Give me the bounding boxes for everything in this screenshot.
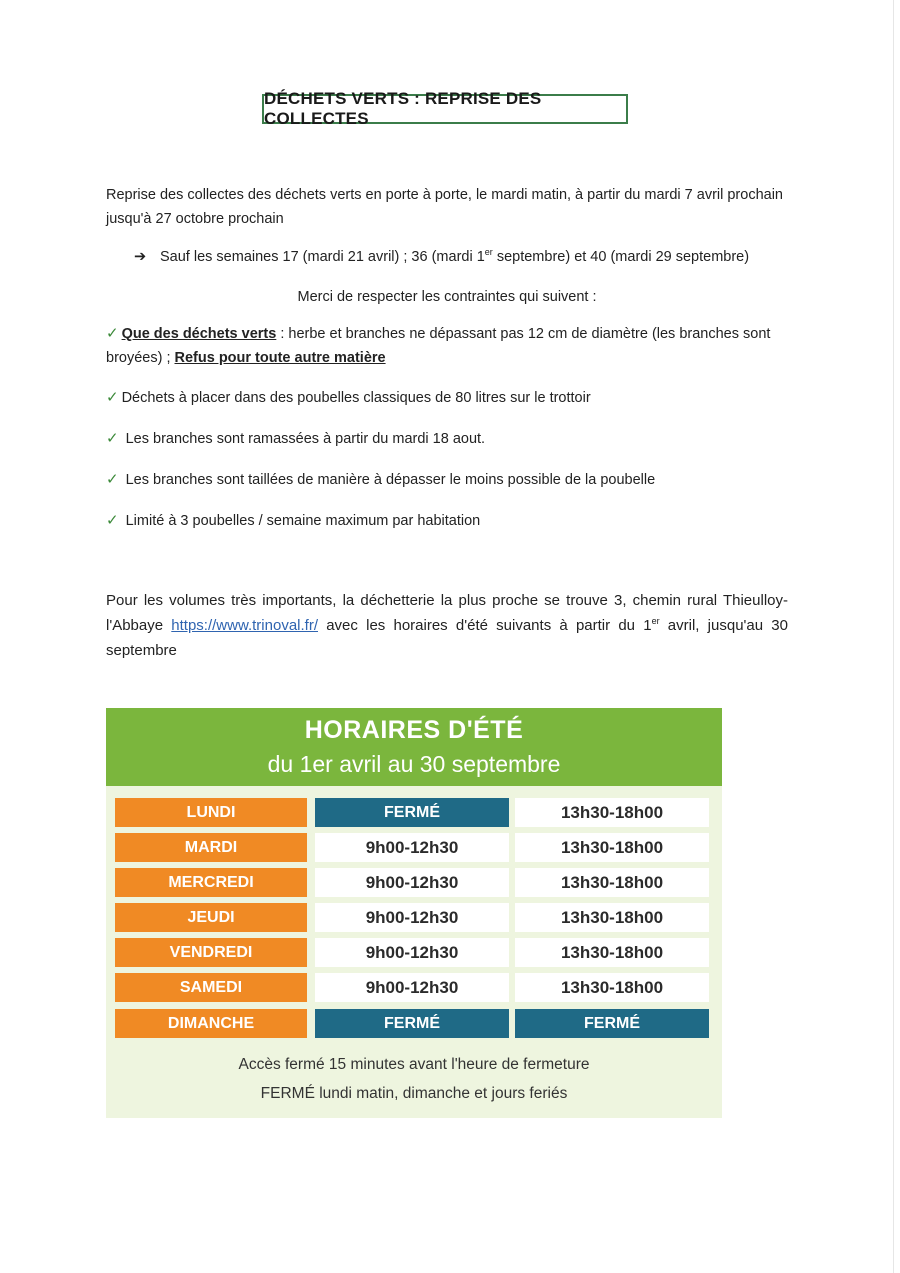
bullet-limit	[106, 509, 788, 533]
volumes-text-c: avril, jusqu'au 30 septembre	[106, 617, 788, 659]
bullet-green-waste-only	[106, 322, 788, 370]
afternoon-cell: 13h30-18h00	[515, 938, 709, 967]
bullet-1-bold-2: Refus pour toute autre matière	[174, 350, 386, 366]
morning-cell: FERMÉ	[315, 798, 509, 827]
bullet-branches-pickup	[106, 427, 788, 451]
afternoon-cell: 13h30-18h00	[515, 798, 709, 827]
merci-line: Merci de respecter les contraintes qui suivent :	[297, 289, 597, 305]
check-icon: ✓	[106, 512, 119, 529]
access-note: Accès fermé 15 minutes avant l'heure de fermeture	[238, 1056, 590, 1073]
day-cell: SAMEDI	[115, 973, 307, 1002]
morning-cell: 9h00-12h30	[315, 833, 509, 862]
poster-title: HORAIRES D'ÉTÉ	[304, 716, 524, 744]
exception-sup: er	[484, 247, 493, 258]
day-cell: DIMANCHE	[115, 1009, 307, 1038]
morning-cell: 9h00-12h30	[315, 973, 509, 1002]
bullet-1-bold: Que des déchets verts	[121, 326, 277, 342]
afternoon-cell: 13h30-18h00	[515, 903, 709, 932]
check-icon: ✓	[106, 430, 119, 447]
morning-cell: 9h00-12h30	[315, 938, 509, 967]
exception-text-b: septembre) et 40 (mardi 29 septembre)	[492, 249, 750, 265]
page-title: DÉCHETS VERTS : REPRISE DES COLLECTES	[262, 94, 628, 124]
intro-paragraph: Reprise des collectes des déchets verts en porte à porte, le mardi matin, à partir du mardi 7 avril prochain jusqu'à 27 octobre prochain	[106, 187, 783, 227]
afternoon-cell: FERMÉ	[515, 1009, 709, 1038]
poster-header	[106, 708, 722, 786]
morning-cell: FERMÉ	[315, 1009, 509, 1038]
afternoon-cell: 13h30-18h00	[515, 833, 709, 862]
volumes-text-a: Pour les volumes très importants, la déchetterie la plus proche se trouve 3, chemin rural Thieulloy- l'Abbaye	[106, 592, 788, 634]
schedule-row	[115, 868, 715, 897]
summer-hours-poster	[106, 708, 722, 1118]
volumes-text-b: avec les horaires d'été suivants à partir du 1	[318, 617, 652, 634]
day-cell: LUNDI	[115, 798, 307, 827]
bullet-5-text: Limité à 3 poubelles / semaine maximum par habitation	[125, 513, 481, 529]
check-icon: ✓	[106, 389, 119, 406]
poster-subtitle: du 1er avril au 30 septembre	[267, 751, 561, 777]
bullet-bins	[106, 386, 788, 410]
exception-text-a: Sauf les semaines 17 (mardi 21 avril) ; 36 (mardi 1	[160, 249, 485, 265]
schedule-row	[115, 798, 715, 827]
check-icon: ✓	[106, 325, 119, 342]
morning-cell: 9h00-12h30	[315, 903, 509, 932]
bullet-branches-cut	[106, 468, 788, 492]
schedule-row	[115, 973, 715, 1002]
day-cell: MARDI	[115, 833, 307, 862]
volumes-paragraph	[106, 588, 788, 663]
schedule-row	[115, 833, 715, 862]
trinoval-link[interactable]: https://www.trinoval.fr/	[171, 617, 318, 634]
afternoon-cell: 13h30-18h00	[515, 868, 709, 897]
day-cell: MERCREDI	[115, 868, 307, 897]
bullet-2-text: Déchets à placer dans des poubelles classiques de 80 litres sur le trottoir	[121, 390, 591, 406]
page-edge	[893, 0, 894, 1273]
schedule-row	[115, 903, 715, 932]
volumes-sup: er	[651, 616, 660, 626]
schedule-row	[115, 938, 715, 967]
exception-line	[134, 245, 814, 269]
arrow-icon: ➔	[134, 249, 147, 265]
schedule-row	[115, 1009, 715, 1038]
closed-note: FERMÉ lundi matin, dimanche et jours feriés	[260, 1085, 568, 1102]
check-icon: ✓	[106, 471, 119, 488]
bullet-4-text: Les branches sont taillées de manière à dépasser le moins possible de la poubelle	[125, 472, 656, 488]
morning-cell: 9h00-12h30	[315, 868, 509, 897]
day-cell: JEUDI	[115, 903, 307, 932]
bullet-3-text: Les branches sont ramassées à partir du mardi 18 aout.	[125, 431, 486, 447]
afternoon-cell: 13h30-18h00	[515, 973, 709, 1002]
bullet-1-text: : herbe et branches ne dépassant pas 12 cm de diamètre (les branches sont broyées) ;	[106, 326, 771, 366]
day-cell: VENDREDI	[115, 938, 307, 967]
